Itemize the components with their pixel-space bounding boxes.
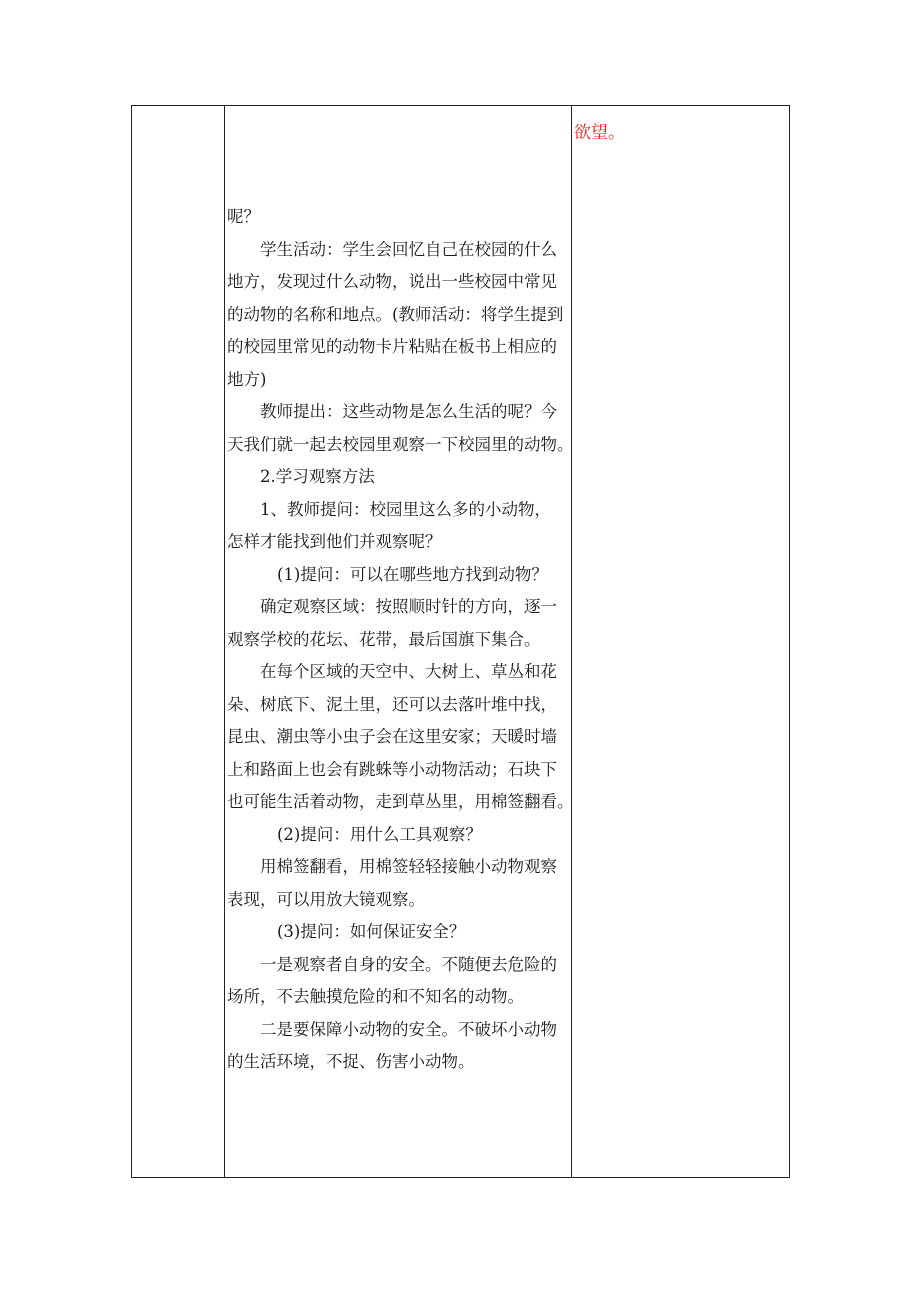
content-line: 怎样才能找到他们并观察呢？ bbox=[227, 532, 442, 551]
content-line: (3)提问：如何保证安全？ bbox=[277, 922, 466, 941]
note-text: 欲望。 bbox=[574, 123, 625, 143]
content-line: 的生活环境，不捉、伤害小动物。 bbox=[227, 1052, 475, 1071]
content-line: 也可能生活着动物，走到草丛里，用棉签翻看。 bbox=[227, 792, 574, 811]
content-line: 上和路面上也会有跳蛛等小动物活动；石块下 bbox=[227, 759, 557, 779]
content-line: (2)提问：用什么工具观察？ bbox=[277, 824, 482, 844]
lesson-plan-table bbox=[131, 105, 790, 1178]
content-line: (1)提问：可以在哪些地方找到动物？ bbox=[277, 564, 548, 584]
content-line: 1、教师提问：校园里这么多的小动物， bbox=[260, 499, 551, 519]
content-line: 地方，发现过什么动物，说出一些校园中常见 bbox=[227, 272, 557, 291]
content-line: 地方) bbox=[227, 369, 267, 389]
content-line: 表现，可以用放大镜观察。 bbox=[227, 889, 425, 909]
content-line: 的校园里常见的动物卡片粘贴在板书上相应的 bbox=[227, 337, 557, 356]
content-line: 朵、树底下、泥土里，还可以去落叶堆中找， bbox=[227, 694, 557, 714]
note-column bbox=[572, 106, 789, 1177]
content-line: 学生活动：学生会回忆自己在校园的什么 bbox=[260, 239, 557, 259]
content-line: 教师提出：这些动物是怎么生活的呢？今 bbox=[260, 402, 557, 421]
content-line: 用棉签翻看，用棉签轻轻接触小动物观察 bbox=[260, 857, 557, 876]
content-line: 2.学习观察方法 bbox=[260, 467, 375, 486]
content-line: 在每个区域的天空中、大树上、草丛和花 bbox=[260, 662, 557, 681]
content-line: 的动物的名称和地点。(教师活动：将学生提到 bbox=[227, 304, 564, 324]
content-line: 场所，不去触摸危险的和不知名的动物。 bbox=[227, 987, 524, 1006]
content-line: 呢？ bbox=[227, 207, 260, 226]
main-content-column bbox=[225, 106, 574, 1177]
lesson-content bbox=[227, 201, 574, 1079]
content-line: 确定观察区域：按照顺时针的方向，逐一 bbox=[260, 597, 557, 616]
content-line: 一是观察者自身的安全。不随便去危险的 bbox=[260, 954, 557, 974]
content-line: 天我们就一起去校园里观察一下校园里的动物。 bbox=[227, 434, 574, 454]
content-line: 昆虫、潮虫等小虫子会在这里安家；天暖时墙 bbox=[227, 727, 557, 746]
content-line: 观察学校的花坛、花带，最后国旗下集合。 bbox=[227, 629, 541, 649]
content-line: 二是要保障小动物的安全。不破坏小动物 bbox=[260, 1019, 557, 1039]
